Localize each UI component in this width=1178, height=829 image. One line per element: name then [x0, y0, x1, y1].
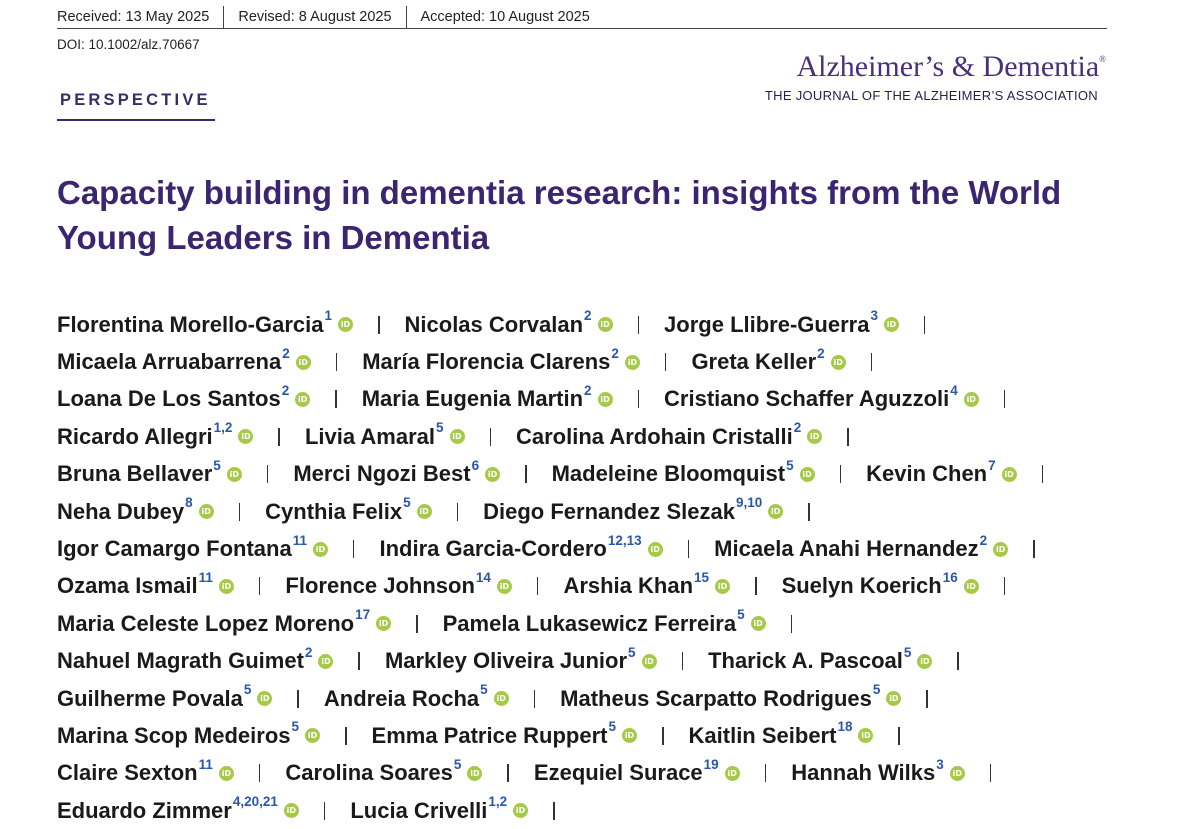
author-separator	[1042, 465, 1044, 483]
author-separator	[553, 802, 555, 820]
author-name: Florentina Morello-Garcia	[57, 311, 324, 337]
author-separator	[1004, 577, 1006, 595]
author	[350, 794, 528, 824]
affiliation-link[interactable]: 2	[584, 308, 592, 324]
orcid-icon[interactable]: iD	[715, 579, 730, 594]
orcid-icon[interactable]: iD	[1002, 467, 1017, 482]
author-separator	[957, 652, 959, 670]
author	[691, 345, 845, 375]
affiliation-link[interactable]: 1,2	[488, 794, 508, 810]
author-name: Pamela Lukasewicz Ferreira	[442, 610, 737, 636]
author-separator	[378, 316, 380, 334]
revised-date: Revised: 8 August 2025	[223, 6, 405, 28]
author-separator	[840, 465, 842, 483]
author	[563, 569, 730, 599]
author-separator	[490, 428, 492, 446]
author-name: Bruna Bellaver	[57, 461, 213, 487]
journal-logo[interactable]	[796, 50, 1106, 84]
orcid-icon[interactable]: iD	[917, 654, 932, 669]
affiliation-link[interactable]: 5	[737, 607, 745, 623]
orcid-icon[interactable]: iD	[831, 355, 846, 370]
author-separator	[638, 390, 640, 408]
author	[516, 420, 822, 450]
author	[57, 794, 299, 824]
article-title: Capacity building in dementia research: insights from the World Young Leaders in Dementia	[57, 174, 1062, 256]
author-name: Maria Celeste Lopez Moreno	[57, 610, 355, 636]
affiliation-link[interactable]: 5	[403, 495, 411, 511]
author	[285, 569, 512, 599]
orcid-icon[interactable]: iD	[494, 691, 509, 706]
orcid-icon[interactable]: iD	[751, 616, 766, 631]
author-separator	[324, 802, 326, 820]
received-date: Received: 13 May 2025	[57, 9, 210, 25]
author-name: Nicolas Corvalan	[404, 311, 584, 337]
author-name: Ricardo Allegri	[57, 423, 213, 449]
orcid-icon[interactable]: iD	[886, 691, 901, 706]
author-name: Diego Fernandez Slezak	[483, 498, 735, 524]
orcid-icon[interactable]: iD	[227, 467, 242, 482]
author-separator	[297, 690, 299, 708]
orcid-icon[interactable]: iD	[417, 504, 432, 519]
author-separator	[638, 316, 640, 334]
author	[57, 719, 320, 749]
author	[57, 569, 234, 599]
section-underline	[57, 119, 215, 121]
affiliation-link[interactable]: 14	[475, 569, 491, 585]
orcid-icon[interactable]: iD	[313, 542, 328, 557]
author-name: Nahuel Magrath Guimet	[57, 648, 304, 674]
author	[57, 644, 333, 674]
orcid-icon[interactable]: iD	[642, 654, 657, 669]
author	[688, 719, 874, 749]
orcid-icon[interactable]: iD	[305, 728, 320, 743]
affiliation-link[interactable]: 6	[471, 457, 480, 473]
author	[379, 532, 662, 562]
orcid-icon[interactable]: iD	[238, 429, 253, 444]
author-name: Matheus Scarpatto Rodrigues	[560, 685, 872, 711]
author-separator	[688, 540, 690, 558]
author-name: Ozama Ismail	[57, 573, 198, 599]
author-separator	[924, 316, 926, 334]
author-name: Indira Garcia-Cordero	[379, 536, 607, 562]
author	[57, 532, 328, 562]
affiliation-link[interactable]: 5	[628, 644, 636, 660]
author	[866, 457, 1017, 487]
orcid-icon[interactable]: iD	[993, 542, 1008, 557]
author	[57, 682, 272, 712]
author-separator	[926, 690, 928, 708]
orcid-icon[interactable]: iD	[725, 766, 740, 781]
author	[293, 457, 500, 487]
orcid-icon[interactable]: iD	[338, 317, 353, 332]
author	[361, 382, 613, 412]
author-name: Suelyn Koerich	[781, 573, 942, 599]
author-separator	[665, 353, 667, 371]
affiliation-link[interactable]: 3	[936, 756, 944, 772]
author	[57, 420, 253, 450]
author-name: Tharick A. Pascoal	[708, 648, 903, 674]
author-separator	[871, 353, 873, 371]
author-name: Eduardo Zimmer	[57, 797, 232, 823]
orcid-icon[interactable]: iD	[768, 504, 783, 519]
author-separator	[537, 577, 539, 595]
journal-subtitle: THE JOURNAL OF THE ALZHEIMER’S ASSOCIATION	[764, 88, 1098, 103]
author-name: Merci Ngozi Best	[293, 461, 471, 487]
author-name: Loana De Los Santos	[57, 386, 281, 412]
orcid-icon[interactable]: iD	[950, 766, 965, 781]
author-row	[57, 418, 1157, 455]
author-separator	[278, 428, 280, 446]
author-name: Arshia Khan	[563, 573, 694, 599]
author-row	[57, 680, 1157, 717]
author-separator	[239, 503, 241, 521]
author-row	[57, 381, 1157, 418]
author-separator	[1004, 390, 1006, 408]
affiliation-link[interactable]: 18	[837, 719, 853, 735]
orcid-icon[interactable]: iD	[199, 504, 214, 519]
author-name: Cynthia Felix	[265, 498, 403, 524]
author-separator	[507, 764, 509, 782]
author-name: Livia Amaral	[304, 423, 435, 449]
author-separator	[682, 652, 684, 670]
section-label: PERSPECTIVE	[60, 91, 211, 109]
author-row	[57, 493, 1157, 530]
article-dates	[57, 6, 1107, 29]
orcid-icon[interactable]: iD	[485, 467, 500, 482]
affiliation-link[interactable]: 11	[198, 756, 213, 772]
author	[57, 756, 234, 786]
author	[362, 345, 640, 375]
orcid-icon[interactable]: iD	[296, 355, 311, 370]
author	[57, 382, 310, 412]
author-row	[57, 755, 1157, 792]
orcid-icon[interactable]: iD	[622, 728, 637, 743]
author-name: Florence Johnson	[285, 573, 475, 599]
affiliation-link[interactable]: 1	[324, 308, 333, 324]
author-row	[57, 605, 1157, 642]
orcid-icon[interactable]: iD	[497, 579, 512, 594]
author-list	[57, 306, 1157, 829]
affiliation-link[interactable]: 2	[793, 420, 802, 436]
orcid-icon[interactable]: iD	[858, 728, 873, 743]
affiliation-link[interactable]: 5	[213, 457, 221, 473]
orcid-icon[interactable]: iD	[450, 429, 465, 444]
affiliation-link[interactable]: 4,20,21	[232, 794, 278, 810]
affiliation-link[interactable]: 5	[786, 457, 794, 473]
author	[533, 756, 740, 786]
author-row	[57, 343, 1157, 380]
author-separator	[898, 727, 900, 745]
affiliation-link[interactable]: 2	[282, 345, 290, 361]
author	[404, 308, 613, 338]
author-name: Neha Dubey	[57, 498, 185, 524]
affiliation-link[interactable]: 2	[281, 382, 290, 398]
author-row	[57, 643, 1157, 680]
orcid-icon[interactable]: iD	[884, 317, 899, 332]
affiliation-link[interactable]: 2	[817, 345, 825, 361]
author-separator	[457, 503, 459, 521]
author	[483, 495, 783, 525]
affiliation-link[interactable]: 4	[950, 382, 958, 398]
author	[57, 457, 242, 487]
author-separator	[534, 690, 536, 708]
author	[442, 607, 766, 637]
affiliation-link[interactable]: 16	[942, 569, 958, 585]
journal-name: Alzheimer’s & Dementia	[796, 50, 1100, 83]
author-name: Micaela Anahi Hernandez	[714, 536, 979, 562]
affiliation-link[interactable]: 11	[198, 569, 213, 585]
orcid-icon[interactable]: iD	[219, 579, 234, 594]
affiliation-link[interactable]: 17	[355, 607, 371, 623]
affiliation-link[interactable]: 5	[903, 644, 912, 660]
author-name: Andreia Rocha	[323, 685, 480, 711]
author-separator	[267, 465, 269, 483]
affiliation-link[interactable]: 9,10	[735, 495, 763, 511]
affiliation-link[interactable]: 2	[611, 345, 619, 361]
affiliation-link[interactable]: 11	[292, 532, 307, 548]
author-row	[57, 717, 1157, 754]
author-name: Guilherme Povala	[57, 685, 243, 711]
affiliation-link[interactable]: 5	[243, 682, 252, 698]
author	[57, 495, 214, 525]
orcid-icon[interactable]: iD	[648, 542, 663, 557]
author	[285, 756, 482, 786]
author-separator	[791, 615, 793, 633]
author-row	[57, 568, 1157, 605]
author-row	[57, 306, 1157, 343]
author-separator	[336, 353, 338, 371]
author-name: Kevin Chen	[866, 461, 988, 487]
orcid-icon[interactable]: iD	[219, 766, 234, 781]
author-separator	[525, 465, 527, 483]
doi-link[interactable]: DOI: 10.1002/alz.70667	[57, 37, 200, 52]
orcid-icon[interactable]: iD	[295, 392, 310, 407]
author-separator	[847, 428, 849, 446]
author	[708, 644, 932, 674]
orcid-icon[interactable]: iD	[257, 691, 272, 706]
author-name: Hannah Wilks	[791, 760, 936, 786]
affiliation-link[interactable]: 2	[584, 382, 592, 398]
author-separator	[353, 540, 355, 558]
affiliation-link[interactable]: 2	[304, 644, 313, 660]
affiliation-link[interactable]: 5	[608, 719, 617, 735]
affiliation-link[interactable]: 8	[185, 495, 193, 511]
author-separator	[335, 390, 337, 408]
author-name: Cristiano Schaffer Aguzzoli	[664, 386, 950, 412]
author-name: Greta Keller	[691, 349, 817, 375]
author-separator	[416, 615, 418, 633]
affiliation-link[interactable]: 2	[979, 532, 988, 548]
orcid-icon[interactable]: iD	[318, 654, 333, 669]
affiliation-link[interactable]: 12,13	[607, 532, 642, 548]
author	[323, 682, 509, 712]
author	[304, 420, 465, 450]
affiliation-link[interactable]: 5	[291, 719, 300, 735]
author-name: Carolina Soares	[285, 760, 453, 786]
author-name: Marina Scop Medeiros	[57, 722, 291, 748]
author-row	[57, 530, 1157, 567]
affiliation-link[interactable]: 5	[453, 756, 462, 772]
author	[551, 457, 815, 487]
affiliation-link[interactable]: 5	[480, 682, 488, 698]
author	[664, 382, 979, 412]
author-separator	[259, 764, 261, 782]
orcid-icon[interactable]: iD	[800, 467, 815, 482]
affiliation-link[interactable]: 19	[703, 756, 719, 772]
author-name: Lucia Crivelli	[350, 797, 488, 823]
orcid-icon[interactable]: iD	[513, 803, 528, 818]
author	[560, 682, 901, 712]
author-row	[57, 792, 1157, 829]
author-name: Madeleine Bloomquist	[551, 461, 786, 487]
affiliation-link[interactable]: 5	[435, 420, 444, 436]
author	[664, 308, 899, 338]
author-name: Micaela Arruabarrena	[57, 349, 282, 375]
author-name: Carolina Ardohain Cristalli	[516, 423, 793, 449]
author	[384, 644, 657, 674]
author	[265, 495, 431, 525]
author-separator	[345, 727, 347, 745]
author-name: Igor Camargo Fontana	[57, 536, 292, 562]
author	[781, 569, 979, 599]
author-separator	[990, 764, 992, 782]
affiliation-link[interactable]: 7	[988, 457, 996, 473]
author-separator	[358, 652, 360, 670]
author-name: Markley Oliveira Junior	[384, 648, 628, 674]
orcid-icon[interactable]: iD	[598, 392, 613, 407]
orcid-icon[interactable]: iD	[467, 766, 482, 781]
author-name: Emma Patrice Ruppert	[371, 722, 608, 748]
author	[57, 308, 353, 338]
author-name: Claire Sexton	[57, 760, 198, 786]
orcid-icon[interactable]: iD	[376, 616, 391, 631]
affiliation-link[interactable]: 1,2	[213, 420, 233, 436]
author-separator	[259, 577, 261, 595]
author-name: Ezequiel Surace	[533, 760, 703, 786]
author-separator	[755, 577, 757, 595]
orcid-icon[interactable]: iD	[598, 317, 613, 332]
author-separator	[765, 764, 767, 782]
affiliation-link[interactable]: 15	[694, 569, 710, 585]
author-separator	[808, 503, 810, 521]
author-name: Maria Eugenia Martin	[361, 386, 584, 412]
orcid-icon[interactable]: iD	[964, 392, 979, 407]
author	[714, 532, 1008, 562]
orcid-icon[interactable]: iD	[807, 429, 822, 444]
affiliation-link[interactable]: 3	[870, 308, 878, 324]
orcid-icon[interactable]: iD	[964, 579, 979, 594]
author-name: Jorge Llibre-Guerra	[664, 311, 870, 337]
registered-mark: ®	[1099, 54, 1106, 64]
orcid-icon[interactable]: iD	[625, 355, 640, 370]
accepted-date: Accepted: 10 August 2025	[406, 6, 604, 28]
author-row	[57, 456, 1157, 493]
author	[57, 345, 311, 375]
author-name: Kaitlin Seibert	[688, 722, 837, 748]
author	[791, 756, 965, 786]
author-separator	[662, 727, 664, 745]
author	[57, 607, 391, 637]
author-name: María Florencia Clarens	[362, 349, 611, 375]
author	[371, 719, 637, 749]
orcid-icon[interactable]: iD	[284, 803, 299, 818]
affiliation-link[interactable]: 5	[872, 682, 881, 698]
author-separator	[1033, 540, 1035, 558]
